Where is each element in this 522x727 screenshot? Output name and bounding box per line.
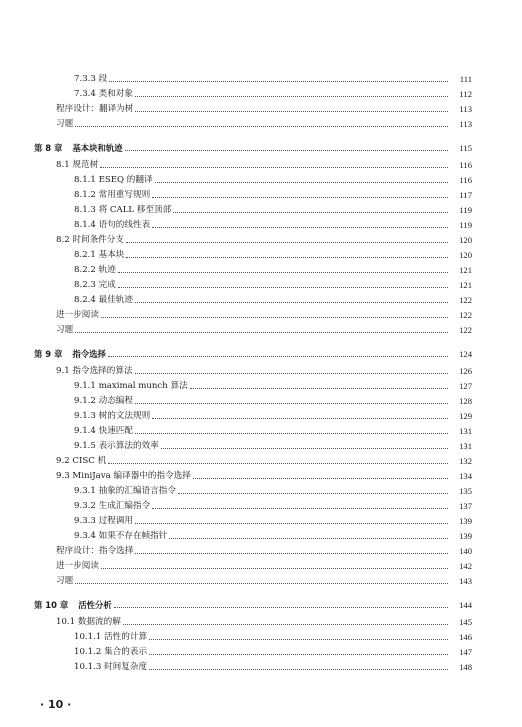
toc-entry[interactable] [74,202,472,216]
toc-entry[interactable] [56,468,472,482]
toc-entry[interactable] [56,101,472,115]
toc-entry[interactable] [56,322,472,336]
toc-page-number: 127 [459,381,472,391]
toc-entry[interactable] [74,408,472,422]
dot-leader [135,96,448,97]
toc-entry[interactable] [74,217,472,231]
toc-page-number: 124 [459,349,472,359]
dot-leader [123,624,448,625]
dot-leader [135,523,448,524]
dot-leader [101,568,448,569]
toc-page-number: 143 [459,576,472,586]
toc-entry-title: 10.1.3 时间复杂度 [74,662,148,672]
toc-entry[interactable] [56,614,472,628]
dot-leader [161,448,448,449]
toc-chapter-entry[interactable] [34,346,472,360]
dot-leader [155,182,448,183]
chapter-title: 基本块和轨迹 [72,143,123,153]
toc-page-number: 122 [459,325,472,335]
toc-entry-title: 10.1 数据流的解 [56,617,121,627]
toc-entry[interactable] [56,558,472,572]
toc-entry-title [34,600,112,611]
toc-entry[interactable] [56,157,472,171]
toc-page-number: 139 [459,516,472,526]
toc-entry-title: 9.3 MiniJava 编译器中的指令选择 [56,471,191,481]
toc-page-number: 142 [459,561,472,571]
dot-leader [190,388,448,389]
toc-entry[interactable] [56,453,472,467]
dot-leader [149,669,448,670]
toc-chapter-entry[interactable] [34,140,472,154]
toc-entry[interactable] [74,528,472,542]
toc-page-number: 122 [459,310,472,320]
toc-entry-title: 9.1.1 maximal munch 算法 [74,381,188,391]
toc-entry[interactable] [74,423,472,437]
toc-entry[interactable] [74,483,472,497]
dot-leader [108,356,448,357]
toc-entry-title: 9.3.2 生成汇编指令 [74,501,151,511]
toc-entry[interactable] [74,71,472,85]
toc-entry[interactable] [74,172,472,186]
toc-page-number: 126 [459,366,472,376]
dot-leader [75,332,448,333]
toc-entry-title: 8.1.3 将 CALL 移至顶部 [74,205,172,215]
dot-leader [173,212,448,213]
toc-entry-title: 习题 [56,325,74,335]
dot-leader [100,167,448,168]
toc-entry-title: 10.1.2 集合的表示 [74,647,148,657]
toc-entry-title: 9.1.2 动态编程 [74,396,133,406]
toc-entry-title: 程序设计：指令选择 [56,546,134,556]
dot-leader [149,639,448,640]
toc-entry[interactable] [74,629,472,643]
dot-leader [108,463,448,464]
toc-entry-title: 10.1.1 活性的计算 [74,632,148,642]
toc-page-number: 144 [459,600,472,610]
toc-page-number: 119 [459,220,472,230]
toc-entry[interactable] [74,187,472,201]
toc-page-number: 121 [459,265,472,275]
dot-leader [126,257,448,258]
toc-entry-title: 9.3.4 如果不存在帧指针 [74,531,168,541]
toc-entry[interactable] [56,116,472,130]
toc-page-number: 147 [459,647,472,657]
toc-entry[interactable] [56,543,472,557]
toc-entry-title [34,349,106,360]
toc-entry-title [34,143,123,154]
toc-page-number: 135 [459,486,472,496]
toc-page-number: 128 [459,396,472,406]
toc-page-number: 113 [459,119,472,129]
toc-entry-title: 8.2.2 轨迹 [74,265,116,275]
dot-leader [169,538,448,539]
toc-page-number: 122 [459,295,472,305]
toc-entry-title: 9.1.4 快速匹配 [74,426,133,436]
dot-leader [152,197,448,198]
toc-entry-title: 8.1 规范树 [56,160,99,170]
toc-entry-title: 8.2 时间条件分支 [56,235,124,245]
toc-page-number: 134 [459,471,472,481]
dot-leader [75,583,448,584]
dot-leader [118,287,448,288]
toc-entry-title: 8.2.3 完成 [74,280,116,290]
toc-page-number: 117 [459,190,472,200]
dot-leader [152,418,448,419]
dot-leader [149,654,448,655]
dot-leader [178,493,448,494]
toc-entry-title: 8.1.2 常用重写规则 [74,190,151,200]
toc-page-number: 115 [459,143,472,153]
dot-leader [135,553,448,554]
toc-entry-title: 9.3.1 抽象的汇编语言指令 [74,486,176,496]
toc-entry[interactable] [74,292,472,306]
toc-page-number: 116 [459,160,472,170]
toc-page-number: 148 [459,662,472,672]
dot-leader [135,403,448,404]
dot-leader [135,433,448,434]
dot-leader [125,150,448,151]
chapter-number: 第 9 章 [34,349,63,359]
dot-leader [135,302,448,303]
dot-leader [152,227,448,228]
toc-entry-title: 9.1.5 表示算法的效率 [74,441,159,451]
toc-page-number: 139 [459,531,472,541]
toc-entry[interactable] [74,247,472,261]
toc-entry[interactable] [74,86,472,100]
toc-entry-title: 习题 [56,119,74,129]
page-number: · 10 · [40,698,72,711]
dot-leader [114,607,448,608]
toc-entry-title: 9.3.3 过程调用 [74,516,133,526]
dot-leader [109,81,448,82]
toc-entry[interactable] [56,232,472,246]
chapter-number: 第 8 章 [34,143,63,153]
toc-entry-title: 9.1.3 树的文法规则 [74,411,151,421]
toc-page-number: 119 [459,205,472,215]
toc-entry-title: 程序设计：翻译为树 [56,104,134,114]
chapter-title: 活性分析 [78,600,112,610]
toc-page-number: 113 [459,104,472,114]
toc-entry[interactable] [56,573,472,587]
toc-page-number: 112 [459,89,472,99]
toc-entry[interactable] [74,277,472,291]
toc-entry[interactable] [74,513,472,527]
toc-page-number: 131 [459,441,472,451]
chapter-number: 第 10 章 [34,600,69,610]
toc-entry-title: 7.3.4 类和对象 [74,89,133,99]
toc-entry[interactable] [56,307,472,321]
toc-page-number: 140 [459,546,472,556]
toc-page-number: 129 [459,411,472,421]
toc-entry[interactable] [74,378,472,392]
toc-entry[interactable] [74,393,472,407]
toc-entry-title: 8.2.1 基本块 [74,250,125,260]
toc-page-number: 120 [459,250,472,260]
toc-entry[interactable] [74,262,472,276]
toc-page-number: 131 [459,426,472,436]
dot-leader [126,242,448,243]
toc-entry-title: 进一步阅读 [56,310,99,320]
dot-leader [75,126,448,127]
dot-leader [135,373,448,374]
toc-page-number: 132 [459,456,472,466]
chapter-title: 指令选择 [72,349,106,359]
dot-leader [193,478,448,479]
toc-page-number: 121 [459,280,472,290]
toc-page-number: 137 [459,501,472,511]
toc-entry-title: 8.1.4 语句的线性表 [74,220,151,230]
toc-page-number: 111 [459,74,472,84]
toc-entry-title: 7.3.3 段 [74,74,108,84]
toc-entry-title: 8.2.4 最佳轨迹 [74,295,133,305]
toc-page-number: 145 [459,617,472,627]
toc-entry[interactable] [74,644,472,658]
toc-entry[interactable] [56,363,472,377]
toc-entry[interactable] [74,498,472,512]
toc-chapter-entry[interactable] [34,597,472,611]
dot-leader [101,317,448,318]
toc-entry-title: 8.1.1 ESEQ 的翻译 [74,175,153,185]
dot-leader [118,272,448,273]
toc-entry-title: 9.2 CISC 机 [56,456,107,466]
toc-page-number: 120 [459,235,472,245]
toc-entry[interactable] [74,659,472,673]
toc-entry-title: 进一步阅读 [56,561,99,571]
dot-leader [135,111,448,112]
toc-page-number: 146 [459,632,472,642]
toc-entry-title: 习题 [56,576,74,586]
toc-entry[interactable] [74,438,472,452]
toc-page-number: 116 [459,175,472,185]
toc-entry-title: 9.1 指令选择的算法 [56,366,133,376]
dot-leader [152,508,448,509]
